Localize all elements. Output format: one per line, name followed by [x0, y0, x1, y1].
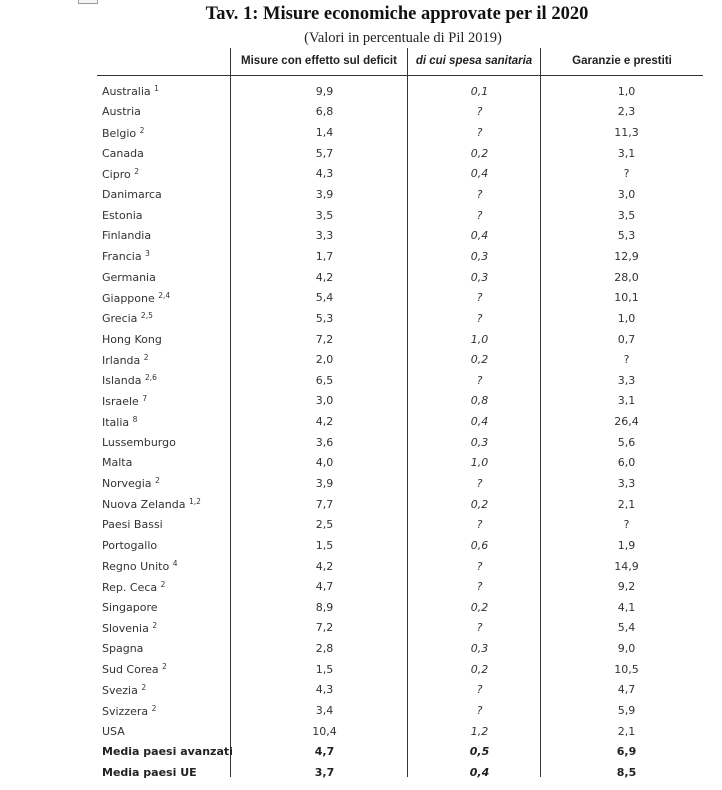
table-row: [97, 164, 707, 185]
health-spending-value: 0,3: [470, 435, 489, 449]
country-cell: [97, 102, 236, 123]
country-name: Finlandia: [102, 229, 152, 243]
country-cell: [97, 122, 236, 143]
table-row: [97, 143, 707, 164]
country-name: USA: [102, 724, 125, 738]
table-row: [97, 473, 707, 494]
footnote-marker: 4: [172, 559, 178, 569]
table-title: Tav. 1: Misure economiche approvate per il 2020: [205, 4, 589, 24]
footnote-marker: 2: [162, 662, 167, 672]
data-table: [97, 81, 707, 783]
guarantees-value: 1,9: [617, 538, 636, 552]
deficit-value: 2,8: [315, 642, 334, 656]
deficit-value: 4,0: [315, 456, 334, 470]
health-spending-value: ?: [476, 476, 483, 490]
country-cell: [97, 700, 236, 721]
country-cell: [97, 143, 236, 164]
guarantees-value: 1,0: [617, 311, 636, 325]
country-name: Israele: [102, 394, 139, 408]
guarantees-value: 3,0: [617, 188, 636, 202]
country-cell: [97, 329, 236, 350]
table-row: [97, 494, 707, 515]
country-name: Nuova Zelanda: [102, 498, 186, 512]
health-spending-value: ?: [476, 580, 483, 594]
deficit-value: 7,2: [315, 621, 334, 635]
footnote-marker: 2: [139, 125, 145, 135]
country-name: Islanda: [102, 374, 142, 388]
health-spending-value: ?: [476, 311, 483, 325]
country-cell: [97, 411, 236, 432]
health-spending-value: 0,2: [470, 353, 489, 367]
footnote-marker: 2,6: [144, 373, 157, 383]
guarantees-value: 3,3: [617, 476, 636, 490]
deficit-value: 3,7: [314, 765, 335, 779]
table-row: [97, 576, 707, 597]
table-row: [97, 370, 707, 391]
deficit-value: 9,9: [315, 84, 334, 98]
deficit-value: 4,2: [315, 559, 334, 573]
guarantees-value: 9,2: [617, 580, 636, 594]
health-spending-value: 1,2: [470, 724, 489, 738]
country-name: Norvegia: [102, 477, 152, 491]
guarantees-value: 5,3: [617, 229, 636, 243]
health-spending-value: 0,4: [469, 765, 490, 779]
header-deficit-measures: Misure con effetto sul deficit: [241, 55, 397, 67]
table-row: [97, 308, 707, 329]
footnote-marker: 1,2: [188, 497, 201, 507]
deficit-value: 5,7: [315, 146, 334, 160]
country-name: Singapore: [102, 600, 158, 614]
guarantees-value: 2,3: [617, 105, 636, 119]
country-cell: [97, 473, 236, 494]
table-row: [97, 721, 707, 742]
country-name: Spagna: [102, 642, 144, 656]
country-cell: [97, 225, 236, 246]
country-name: Belgio: [102, 126, 137, 140]
deficit-value: 5,4: [315, 291, 334, 305]
country-cell: [97, 391, 236, 412]
health-spending-value: 0,8: [470, 394, 489, 408]
guarantees-value: 26,4: [614, 415, 639, 429]
country-name: Portogallo: [102, 538, 158, 552]
guarantees-value: 1,0: [617, 84, 636, 98]
health-spending-value: 0,6: [470, 538, 489, 552]
country-cell: [97, 494, 236, 515]
health-spending-value: ?: [476, 105, 483, 119]
table-row: [97, 453, 707, 474]
deficit-value: 7,2: [315, 332, 334, 346]
deficit-value: 4,3: [315, 167, 334, 181]
country-name: Malta: [102, 456, 133, 470]
guarantees-value: ?: [623, 167, 630, 181]
guarantees-value: 28,0: [614, 270, 639, 284]
table-row: [97, 184, 707, 205]
deficit-value: 2,0: [315, 353, 334, 367]
deficit-value: 5,3: [315, 311, 334, 325]
country-name: Francia: [102, 250, 142, 264]
country-name: Sud Corea: [102, 663, 159, 677]
health-spending-value: ?: [476, 621, 483, 635]
country-name: Grecia: [102, 312, 138, 326]
deficit-value: 3,9: [315, 188, 334, 202]
guarantees-value: 6,0: [617, 456, 636, 470]
country-cell: [97, 721, 236, 742]
health-spending-value: 1,0: [470, 332, 489, 346]
guarantees-value: 8,5: [616, 765, 637, 779]
country-cell: [97, 370, 236, 391]
deficit-value: 4,7: [314, 745, 335, 759]
deficit-value: 3,9: [315, 476, 334, 490]
header-rule: [97, 75, 703, 76]
guarantees-value: 10,5: [614, 662, 639, 676]
deficit-value: 4,2: [315, 270, 334, 284]
country-cell: [97, 308, 236, 329]
country-cell: [97, 576, 236, 597]
country-name: Paesi Bassi: [102, 518, 163, 532]
header-health-spending: di cui spesa sanitaria: [415, 55, 533, 67]
country-name: Media paesi UE: [102, 765, 197, 779]
guarantees-value: 5,6: [617, 435, 636, 449]
country-cell: [97, 453, 236, 474]
footnote-marker: 1: [154, 84, 159, 94]
country-cell: [97, 267, 236, 288]
health-spending-value: ?: [476, 518, 483, 532]
country-cell: [97, 638, 236, 659]
deficit-value: 6,5: [315, 373, 334, 387]
health-spending-value: ?: [476, 188, 483, 202]
country-cell: [97, 287, 236, 308]
deficit-value: 3,6: [315, 435, 334, 449]
guarantees-value: 4,7: [617, 683, 636, 697]
country-cell: [97, 597, 236, 618]
table-row: [97, 287, 707, 308]
guarantees-value: 3,5: [617, 208, 636, 222]
deficit-value: 8,9: [315, 600, 334, 614]
country-name: Irlanda: [102, 353, 141, 367]
country-cell: [97, 556, 236, 577]
deficit-value: 1,7: [315, 249, 334, 263]
health-spending-value: 0,3: [470, 642, 489, 656]
guarantees-value: 4,1: [617, 600, 636, 614]
guarantees-value: ?: [623, 518, 630, 532]
country-name: Italia: [102, 415, 130, 429]
health-spending-value: 0,2: [470, 146, 489, 160]
table-row: [97, 391, 707, 412]
health-spending-value: ?: [476, 704, 483, 718]
footnote-marker: 8: [132, 414, 138, 424]
header-guarantees-loans: Garanzie e prestiti: [572, 55, 672, 67]
guarantees-value: ?: [623, 353, 630, 367]
country-name: Svizzera: [102, 704, 149, 718]
deficit-value: 2,5: [315, 518, 334, 532]
footnote-marker: 2,5: [140, 311, 153, 321]
country-cell: [97, 246, 236, 267]
table-row: [97, 659, 707, 680]
footnote-marker: 2: [152, 620, 158, 630]
table-row: [97, 638, 707, 659]
country-cell: [97, 81, 236, 102]
guarantees-value: 2,1: [617, 724, 636, 738]
deficit-value: 10,4: [312, 724, 337, 738]
country-name: Germania: [102, 270, 156, 284]
table-row: [97, 618, 707, 639]
guarantees-value: 6,9: [616, 745, 637, 759]
footnote-marker: 2,4: [158, 290, 171, 300]
table-row: [97, 81, 707, 102]
guarantees-value: 0,7: [617, 332, 636, 346]
table-row: [97, 267, 707, 288]
country-name: Media paesi avanzati: [102, 745, 233, 759]
country-cell: [97, 742, 236, 763]
health-spending-value: 0,3: [470, 249, 489, 263]
footnote-marker: 2: [143, 352, 149, 362]
health-spending-value: 0,2: [470, 497, 489, 511]
deficit-value: 3,0: [315, 394, 334, 408]
deficit-value: 6,8: [315, 105, 334, 119]
deficit-value: 7,7: [315, 497, 334, 511]
deficit-value: 1,4: [315, 126, 334, 140]
health-spending-value: ?: [476, 126, 483, 140]
country-name: Rep. Ceca: [102, 580, 158, 594]
guarantees-value: 9,0: [617, 642, 636, 656]
footnote-marker: 2: [141, 682, 147, 692]
footnote-marker: 2: [134, 166, 140, 176]
country-cell: [97, 535, 236, 556]
table-row: [97, 556, 707, 577]
deficit-value: 3,3: [315, 229, 334, 243]
footnote-marker: 2: [160, 579, 166, 589]
country-cell: [97, 432, 236, 453]
guarantees-value: 14,9: [614, 559, 639, 573]
country-name: Regno Unito: [102, 560, 170, 574]
country-name: Slovenia: [102, 621, 149, 635]
guarantees-value: 3,3: [617, 373, 636, 387]
summary-row: [97, 742, 707, 763]
country-name: Estonia: [102, 208, 143, 222]
country-name: Giappone: [102, 291, 155, 305]
table-subtitle: (Valori in percentuale di Pil 2019): [304, 30, 502, 46]
guarantees-value: 2,1: [617, 497, 636, 511]
health-spending-value: ?: [476, 683, 483, 697]
deficit-value: 4,7: [315, 580, 334, 594]
country-cell: [97, 659, 236, 680]
deficit-value: 1,5: [315, 538, 334, 552]
country-name: Cipro: [102, 167, 131, 181]
footnote-marker: 3: [145, 249, 150, 259]
summary-row: [97, 762, 707, 783]
table-row: [97, 514, 707, 535]
country-cell: [97, 164, 236, 185]
deficit-value: 4,3: [315, 683, 334, 697]
table-row: [97, 411, 707, 432]
health-spending-value: 0,4: [470, 167, 489, 181]
country-cell: [97, 205, 236, 226]
country-name: Svezia: [102, 683, 138, 697]
table-row: [97, 329, 707, 350]
health-spending-value: ?: [476, 559, 483, 573]
health-spending-value: 0,4: [470, 229, 489, 243]
country-name: Australia: [102, 85, 151, 99]
health-spending-value: 0,2: [470, 662, 489, 676]
deficit-value: 3,4: [315, 704, 334, 718]
guarantees-value: 12,9: [614, 249, 639, 263]
table-row: [97, 225, 707, 246]
guarantees-value: 3,1: [617, 394, 636, 408]
country-cell: [97, 184, 236, 205]
guarantees-value: 3,1: [617, 146, 636, 160]
health-spending-value: 0,3: [470, 270, 489, 284]
health-spending-value: ?: [476, 373, 483, 387]
table-row: [97, 205, 707, 226]
country-name: Austria: [102, 105, 141, 119]
table-row: [97, 700, 707, 721]
health-spending-value: 0,5: [469, 745, 490, 759]
country-name: Hong Kong: [102, 332, 162, 346]
health-spending-value: 1,0: [470, 456, 489, 470]
guarantees-value: 5,4: [617, 621, 636, 635]
country-name: Danimarca: [102, 188, 162, 202]
country-cell: [97, 762, 236, 783]
footnote-marker: 7: [142, 393, 148, 403]
health-spending-value: 0,1: [470, 84, 489, 98]
health-spending-value: ?: [476, 208, 483, 222]
country-cell: [97, 514, 236, 535]
table-row: [97, 432, 707, 453]
table-row: [97, 246, 707, 267]
table-row: [97, 102, 707, 123]
table-row: [97, 349, 707, 370]
deficit-value: 1,5: [315, 662, 334, 676]
table-row: [97, 680, 707, 701]
health-spending-value: ?: [476, 291, 483, 305]
table-row: [97, 122, 707, 143]
deficit-value: 4,2: [315, 415, 334, 429]
country-name: Lussemburgo: [102, 435, 176, 449]
country-cell: [97, 349, 236, 370]
footnote-marker: 2: [155, 476, 160, 486]
footnote-marker: 2: [151, 703, 157, 713]
guarantees-value: 11,3: [614, 126, 639, 140]
deficit-value: 3,5: [315, 208, 334, 222]
health-spending-value: 0,2: [470, 600, 489, 614]
country-cell: [97, 680, 236, 701]
guarantees-value: 5,9: [617, 704, 636, 718]
table-row: [97, 535, 707, 556]
health-spending-value: 0,4: [470, 415, 489, 429]
country-name: Canada: [102, 146, 144, 160]
table-row: [97, 597, 707, 618]
country-cell: [97, 618, 236, 639]
guarantees-value: 10,1: [614, 291, 639, 305]
